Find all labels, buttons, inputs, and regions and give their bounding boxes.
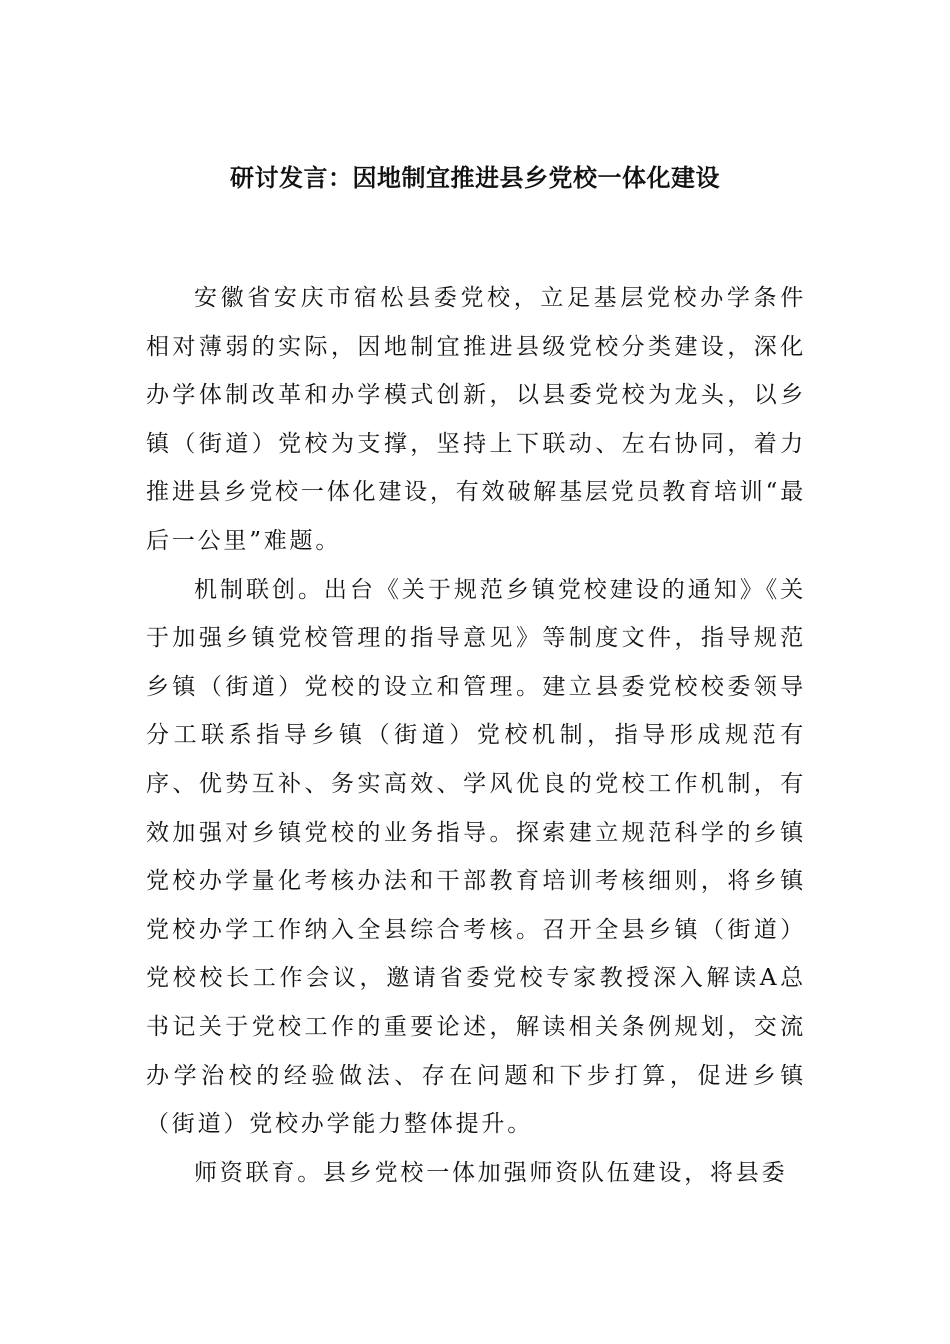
document-body [146,274,806,1197]
paragraph-intro: 安徽省安庆市宿松县委党校，立足基层党校办学条件相对薄弱的实际，因地制宜推进县级党校分类建设，深化办学体制改革和办学模式创新，以县委党校为龙头，以乡镇（街道）党校为支撑，坚持上下联动、左右协同，着力推进县乡党校一体化建设，有效破解基层党员教育培训“最后一公里”难题。 [146,285,806,554]
document-title: 研讨发言：因地制宜推进县乡党校一体化建设 [230,163,720,192]
paragraph-teachers: 师资联育。县乡党校一体加强师资队伍建设，将县委 [194,1159,788,1186]
paragraph-mechanism: 机制联创。出台《关于规范乡镇党校建设的通知》《关于加强乡镇党校管理的指导意见》等制度文件，指导规范乡镇（街道）党校的设立和管理。建立县委党校校委领导分工联系指导乡镇（街道）党校机制，指导形成规范有序、优势互补、务实高效、学风优良的党校工作机制，有效加强对乡镇党校的业务指导。探索建立规范科学的乡镇党校办学量化考核办法和干部教育培训考核细则，将乡镇党校办学工作纳入全县综合考核。召开全县乡镇（街道）党校校长工作会议，邀请省委党校专家教授深入解读A总书记关于党校工作的重要论述，解读相关条例规划，交流办学治校的经验做法、存在问题和下步打算，促进乡镇（街道）党校办学能力整体提升。 [146,576,806,1138]
